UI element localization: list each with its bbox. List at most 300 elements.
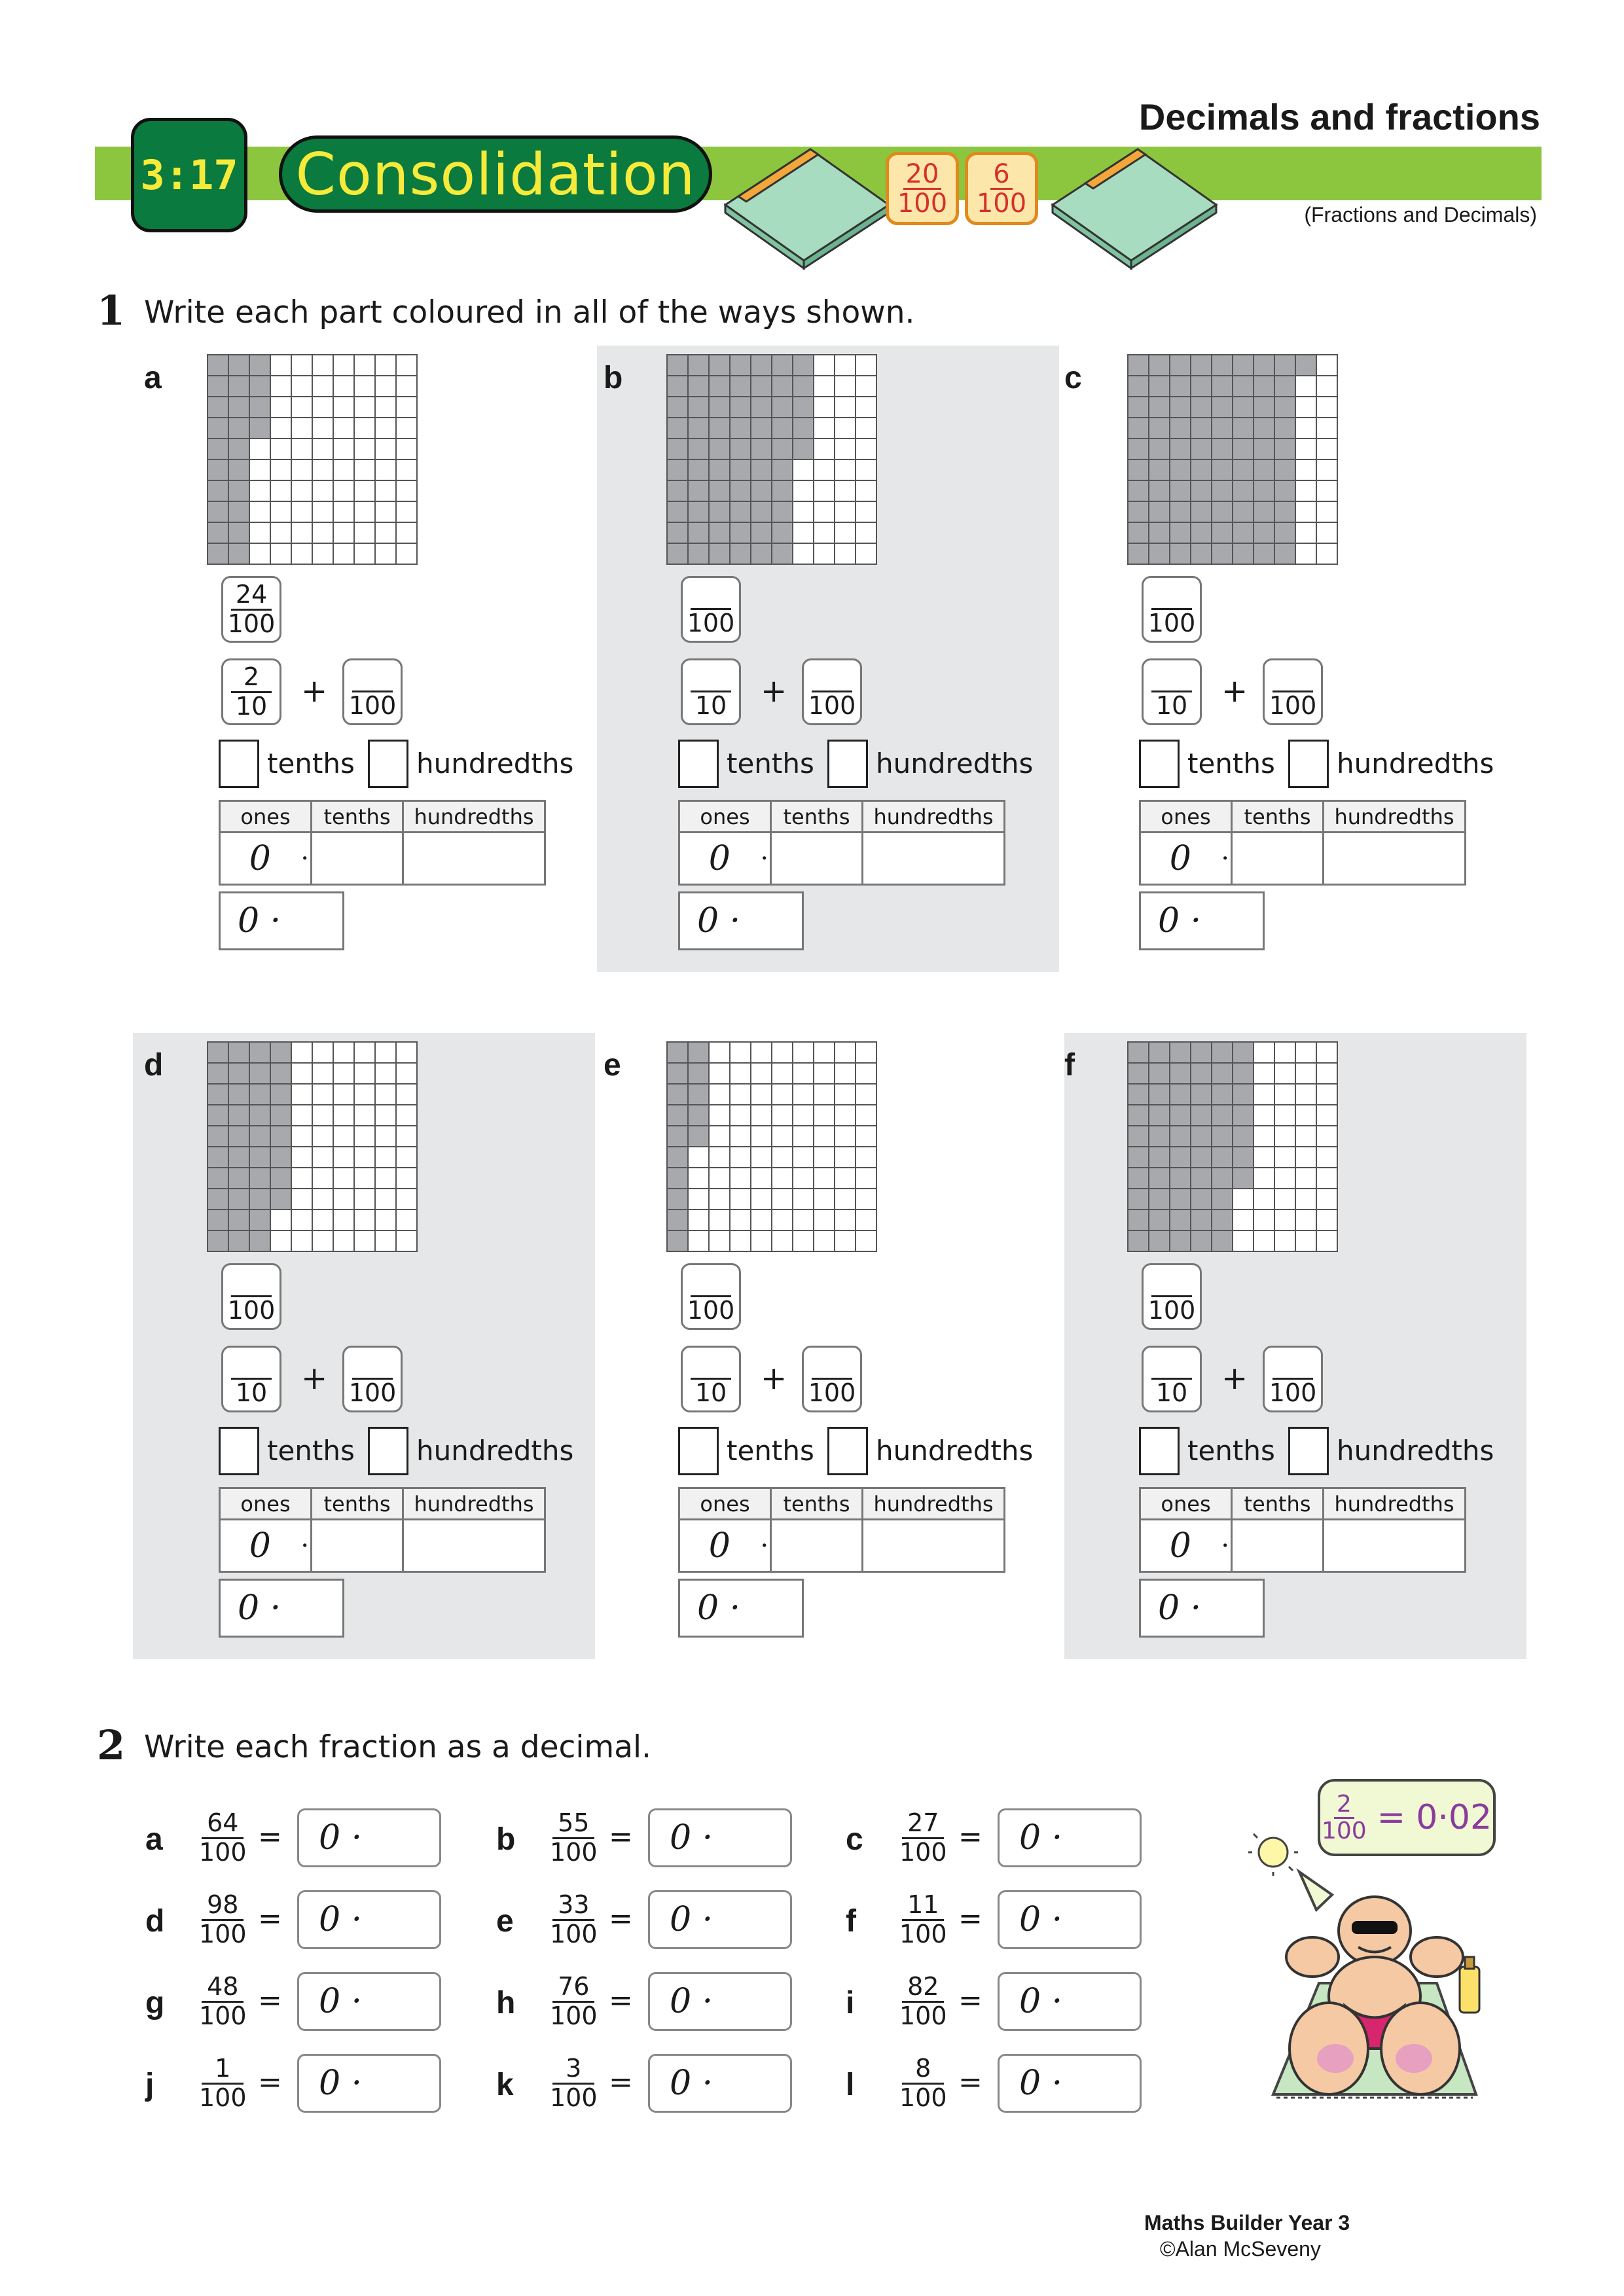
grid-cell: [375, 376, 396, 397]
grid-cell-shaded: [793, 397, 814, 418]
grid-cell: [814, 1210, 835, 1230]
tenths-answer-box[interactable]: [219, 740, 259, 788]
grid-cell: [291, 459, 312, 480]
fraction-numerator: [1151, 1351, 1192, 1380]
grid-cell-shaded: [1212, 355, 1233, 376]
grid-cell: [835, 1210, 856, 1230]
grid-cell-shaded: [1191, 480, 1212, 501]
grid-cell-shaded: [208, 501, 228, 522]
fraction-numerator: 2: [231, 664, 272, 693]
grid-cell-shaded: [1170, 1126, 1191, 1147]
tenths-label: tenths: [727, 747, 814, 780]
plus-sign: +: [301, 673, 328, 709]
grid-cell: [249, 439, 270, 459]
item-letter: h: [496, 1986, 516, 2020]
topic-subtitle: (Fractions and Decimals): [1304, 203, 1537, 226]
fraction-denominator: 10: [235, 691, 268, 721]
fraction-numerator: 3: [552, 2055, 594, 2085]
grid-cell-shaded: [709, 355, 730, 376]
grid-cell-shaded: [709, 376, 730, 397]
grid-cell-shaded: [208, 1126, 228, 1147]
fraction-hundredths-input[interactable]: [1263, 658, 1323, 725]
grid-cell-shaded: [249, 397, 270, 418]
grid-cell: [856, 1210, 876, 1230]
grid-cell: [291, 1042, 312, 1063]
grid-cell-shaded: [1212, 1105, 1233, 1126]
fraction-denominator: 100: [199, 2083, 247, 2112]
hundredths-answer-box[interactable]: [827, 1427, 868, 1475]
fraction-denominator: 100: [199, 1837, 247, 1867]
grid-cell: [814, 1126, 835, 1147]
fraction-hundredths-input[interactable]: [342, 658, 403, 725]
grid-cell-shaded: [1149, 439, 1170, 459]
fraction-numerator: [1151, 664, 1192, 692]
tenths-cell[interactable]: [1232, 833, 1324, 885]
fraction-tenths-input[interactable]: [221, 1346, 281, 1412]
decimal-answer-box[interactable]: 0 ·: [219, 1579, 344, 1638]
col-tenths: tenths: [1232, 801, 1324, 833]
grid-cell: [291, 1189, 312, 1210]
col-tenths: tenths: [771, 1488, 863, 1520]
grid-cell-shaded: [688, 418, 709, 439]
fraction-denominator: 100: [899, 2001, 947, 2030]
ones-cell: 0: [220, 1520, 300, 1572]
grid-cell-shaded: [1170, 1042, 1191, 1063]
hundredths-label: hundredths: [876, 1435, 1034, 1467]
grid-cell-shaded: [751, 501, 772, 522]
grid-cell-shaded: [1212, 1126, 1233, 1147]
tenths-answer-box[interactable]: [678, 740, 719, 788]
grid-cell: [835, 1230, 856, 1251]
fraction-hundredths-input[interactable]: [342, 1346, 403, 1412]
grid-cell-shaded: [249, 1168, 270, 1189]
decimal-answer-box[interactable]: 0 ·: [648, 1972, 792, 2031]
grid-cell-shaded: [709, 418, 730, 439]
grid-cell: [291, 418, 312, 439]
grid-cell: [1316, 459, 1337, 480]
grid-cell-shaded: [688, 480, 709, 501]
grid-cell: [333, 418, 354, 439]
grid-cell: [856, 459, 876, 480]
hundredths-cell[interactable]: [863, 833, 1005, 885]
grid-cell-shaded: [772, 439, 793, 459]
fraction-chip: $\frac{6}{100}$: [965, 152, 1038, 225]
grid-cell: [793, 1084, 814, 1105]
grid-cell: [856, 1105, 876, 1126]
fraction-numerator: 48: [202, 1973, 244, 2003]
equals-sign: =: [258, 1984, 282, 2017]
grid-cell-shaded: [249, 376, 270, 397]
fraction-denominator: 100: [348, 691, 397, 721]
hundredths-label: hundredths: [1337, 747, 1494, 780]
tenths-cell[interactable]: [1232, 1520, 1324, 1572]
grid-cell-shaded: [1149, 501, 1170, 522]
grid-cell: [333, 1210, 354, 1230]
grid-cell-shaded: [1149, 1042, 1170, 1063]
tenths-answer-box[interactable]: [1139, 1427, 1180, 1475]
col-hundredths: hundredths: [1324, 801, 1466, 833]
fraction-hundredths-input[interactable]: [221, 1263, 281, 1330]
grid-cell-shaded: [751, 543, 772, 564]
grid-cell: [1295, 459, 1316, 480]
grid-cell: [354, 459, 375, 480]
grid-cell-shaded: [709, 459, 730, 480]
grid-cell-shaded: [208, 1063, 228, 1084]
decimal-answer-box[interactable]: 0 ·: [648, 2054, 792, 2113]
grid-cell-shaded: [1212, 543, 1233, 564]
grid-cell: [312, 418, 333, 439]
grid-cell-shaded: [1149, 1168, 1170, 1189]
grid-cell-shaded: [1212, 376, 1233, 397]
col-hundredths: hundredths: [863, 801, 1005, 833]
grid-cell: [814, 543, 835, 564]
grid-cell-shaded: [228, 1210, 249, 1230]
decimal-answer-box[interactable]: 0 ·: [297, 1808, 441, 1867]
grid-cell: [375, 522, 396, 543]
grid-cell: [249, 501, 270, 522]
decimal-answer-box[interactable]: 0 ·: [998, 2054, 1142, 2113]
fraction-denominator: 100: [550, 1837, 598, 1867]
grid-cell: [375, 1210, 396, 1230]
decimal-answer-box[interactable]: 0 ·: [297, 2054, 441, 2113]
grid-cell-shaded: [1191, 459, 1212, 480]
grid-cell-shaded: [270, 1042, 291, 1063]
grid-cell: [835, 1168, 856, 1189]
grid-cell-shaded: [1128, 1126, 1149, 1147]
grid-cell: [270, 397, 291, 418]
grid-cell: [709, 1105, 730, 1126]
fraction-hundredths-input[interactable]: [802, 658, 862, 725]
col-ones: ones: [220, 1488, 312, 1520]
grid-cell-shaded: [730, 543, 751, 564]
grid-cell-shaded: [730, 522, 751, 543]
grid-cell-shaded: [1128, 1210, 1149, 1230]
grid-cell: [312, 459, 333, 480]
grid-cell: [835, 543, 856, 564]
grid-cell: [1316, 376, 1337, 397]
grid-cell-shaded: [667, 480, 688, 501]
decimal-answer-box[interactable]: 0 ·: [678, 891, 804, 950]
grid-cell: [793, 1126, 814, 1147]
grid-cell-shaded: [1233, 1168, 1254, 1189]
grid-cell-shaded: [772, 397, 793, 418]
grid-cell: [1254, 1126, 1274, 1147]
fraction-numerator: [812, 664, 852, 692]
grid-cell: [1274, 1105, 1295, 1126]
grid-cell: [856, 1042, 876, 1063]
grid-cell-shaded: [1128, 1042, 1149, 1063]
grid-cell: [751, 1210, 772, 1230]
grid-cell: [730, 1168, 751, 1189]
grid-cell-shaded: [1254, 459, 1274, 480]
item-letter: g: [145, 1986, 165, 2020]
tenths-answer-box[interactable]: [1139, 740, 1180, 788]
grid-cell-shaded: [1212, 1168, 1233, 1189]
grid-cell-shaded: [208, 522, 228, 543]
grid-cell-shaded: [1191, 501, 1212, 522]
hundredths-answer-box[interactable]: [1288, 1427, 1329, 1475]
grid-cell: [1316, 397, 1337, 418]
grid-cell: [835, 1063, 856, 1084]
grid-cell-shaded: [1128, 1189, 1149, 1210]
grid-cell: [1316, 1126, 1337, 1147]
hundredths-answer-box[interactable]: [827, 740, 868, 788]
tenths-cell[interactable]: [312, 1520, 403, 1572]
fraction-hundredths-input[interactable]: [221, 576, 281, 643]
grid-cell-shaded: [228, 1063, 249, 1084]
grid-cell: [856, 1230, 876, 1251]
topic-title: Decimals and fractions: [1138, 96, 1540, 137]
grid-cell: [375, 543, 396, 564]
decimal-answer-box[interactable]: 0 ·: [1139, 1579, 1265, 1638]
grid-cell-shaded: [1274, 439, 1295, 459]
grid-cell: [270, 480, 291, 501]
fraction-hundredths-input[interactable]: [802, 1346, 862, 1412]
grid-cell: [814, 1168, 835, 1189]
decimal-answer-box[interactable]: 0 ·: [1139, 891, 1265, 950]
grid-cell-shaded: [208, 439, 228, 459]
grid-cell: [709, 1063, 730, 1084]
grid-cell: [249, 522, 270, 543]
grid-cell-shaded: [1233, 397, 1254, 418]
decimal-answer-box[interactable]: 0 ·: [998, 1972, 1142, 2031]
fraction-hundredths-input[interactable]: [1142, 1263, 1202, 1330]
grid-cell: [751, 1042, 772, 1063]
grid-cell-shaded: [249, 1105, 270, 1126]
grid-cell-shaded: [667, 1230, 688, 1251]
col-hundredths: hundredths: [1324, 1488, 1466, 1520]
grid-cell: [396, 1147, 417, 1168]
fraction-denominator: 100: [550, 1919, 598, 1948]
grid-cell-shaded: [1233, 459, 1254, 480]
fraction-denominator: 100: [687, 1296, 735, 1325]
decimal-answer-box[interactable]: 0 ·: [297, 1890, 441, 1949]
grid-cell: [1316, 439, 1337, 459]
fraction-hundredths-input[interactable]: [681, 576, 741, 643]
hundredths-cell[interactable]: [863, 1520, 1005, 1572]
grid-cell: [793, 459, 814, 480]
grid-cell-shaded: [751, 355, 772, 376]
grid-cell: [1274, 1063, 1295, 1084]
grid-cell: [751, 1147, 772, 1168]
fraction-denominator: 100: [227, 1296, 276, 1325]
grid-cell-shaded: [208, 480, 228, 501]
grid-cell: [396, 1105, 417, 1126]
fraction-numerator: [1151, 581, 1192, 610]
grid-cell-shaded: [228, 376, 249, 397]
grid-cell-shaded: [772, 522, 793, 543]
grid-cell-shaded: [688, 397, 709, 418]
grid-cell: [1233, 1189, 1254, 1210]
grid-cell-shaded: [228, 1147, 249, 1168]
grid-cell: [291, 376, 312, 397]
grid-cell-shaded: [1274, 501, 1295, 522]
grid-cell-shaded: [1149, 1210, 1170, 1230]
grid-cell-shaded: [228, 543, 249, 564]
grid-cell-shaded: [1212, 522, 1233, 543]
grid-cell-shaded: [1149, 522, 1170, 543]
grid-cell: [835, 1042, 856, 1063]
grid-cell: [688, 1189, 709, 1210]
fraction-tenths-input[interactable]: [1142, 1346, 1202, 1412]
grid-cell: [751, 1063, 772, 1084]
grid-cell-shaded: [1233, 1147, 1254, 1168]
item-letter: e: [496, 1904, 514, 1939]
fraction-tenths-input[interactable]: [221, 658, 281, 725]
grid-cell: [856, 501, 876, 522]
grid-cell-shaded: [667, 501, 688, 522]
grid-cell-shaded: [1191, 397, 1212, 418]
hundredths-cell[interactable]: [403, 1520, 545, 1572]
grid-cell-shaded: [1149, 418, 1170, 439]
grid-cell: [354, 1230, 375, 1251]
fraction-denominator: 100: [227, 609, 276, 638]
fraction-denominator: 100: [1147, 1296, 1196, 1325]
grid-cell: [835, 376, 856, 397]
hundredths-cell[interactable]: [1324, 833, 1466, 885]
grid-cell: [312, 439, 333, 459]
decimal-answer-box[interactable]: 0 ·: [297, 1972, 441, 2031]
grid-cell-shaded: [249, 1084, 270, 1105]
fraction-tenths-input[interactable]: [1142, 658, 1202, 725]
grid-cell-shaded: [667, 1210, 688, 1230]
hundredths-cell[interactable]: [403, 833, 545, 885]
sunbather-cartoon-icon: [1247, 1833, 1496, 2108]
tenths-cell[interactable]: [312, 833, 403, 885]
decimal-answer-box[interactable]: 0 ·: [998, 1808, 1142, 1867]
grid-cell-shaded: [1149, 1063, 1170, 1084]
grid-cell-shaded: [1149, 543, 1170, 564]
grid-cell: [751, 1230, 772, 1251]
grid-cell-shaded: [730, 459, 751, 480]
grid-cell: [772, 1147, 793, 1168]
fraction-hundredths-input[interactable]: [681, 1263, 741, 1330]
grid-cell: [270, 1210, 291, 1230]
hundredths-answer-box[interactable]: [368, 740, 408, 788]
grid-cell-shaded: [1170, 1084, 1191, 1105]
fraction-numerator: 24: [231, 581, 272, 611]
part-letter: a: [144, 361, 162, 395]
grid-cell-shaded: [1149, 397, 1170, 418]
grid-cell: [1295, 376, 1316, 397]
fraction-tenths-input[interactable]: [681, 1346, 741, 1412]
grid-cell: [333, 355, 354, 376]
grid-cell-shaded: [1233, 480, 1254, 501]
decimal-answer-box[interactable]: 0 ·: [998, 1890, 1142, 1949]
grid-cell: [396, 459, 417, 480]
grid-cell: [1254, 1147, 1274, 1168]
hundredths-label: hundredths: [416, 1435, 574, 1467]
grid-cell: [333, 1042, 354, 1063]
ones-cell: 0: [220, 833, 300, 885]
hundredths-answer-box[interactable]: [368, 1427, 408, 1475]
fraction-hundredths-input[interactable]: [1142, 576, 1202, 643]
grid-cell: [856, 1126, 876, 1147]
fraction-denominator: 100: [899, 1919, 947, 1948]
tenths-label: tenths: [267, 1435, 355, 1467]
grid-cell-shaded: [1191, 1230, 1212, 1251]
grid-cell: [856, 376, 876, 397]
decimal-answer-box[interactable]: 0 ·: [219, 891, 344, 950]
grid-cell: [856, 543, 876, 564]
grid-cell-shaded: [1254, 480, 1274, 501]
grid-cell: [354, 1084, 375, 1105]
grid-cell: [730, 1126, 751, 1147]
grid-cell-shaded: [249, 1210, 270, 1230]
grid-cell-shaded: [228, 1105, 249, 1126]
part-letter: f: [1064, 1048, 1075, 1083]
grid-cell-shaded: [1274, 376, 1295, 397]
grid-cell-shaded: [1170, 376, 1191, 397]
fraction-tenths-input[interactable]: [681, 658, 741, 725]
item-fraction: [899, 1810, 947, 1867]
tenths-cell[interactable]: [771, 1520, 863, 1572]
grid-cell-shaded: [1170, 543, 1191, 564]
grid-cell: [291, 1105, 312, 1126]
fraction-numerator: 33: [552, 1892, 594, 1921]
grid-cell-shaded: [1254, 397, 1274, 418]
grid-cell: [856, 1168, 876, 1189]
grid-cell: [333, 480, 354, 501]
grid-cell-shaded: [688, 501, 709, 522]
question-instruction: Write each fraction as a decimal.: [144, 1729, 651, 1765]
hundredths-answer-box[interactable]: [1288, 740, 1329, 788]
grid-cell-shaded: [228, 1084, 249, 1105]
grid-cell: [375, 1168, 396, 1189]
grid-cell: [772, 1189, 793, 1210]
tenths-answer-box[interactable]: [678, 1427, 719, 1475]
grid-cell: [354, 1105, 375, 1126]
grid-cell: [375, 1126, 396, 1147]
decimal-answer-box[interactable]: 0 ·: [648, 1890, 792, 1949]
grid-cell: [751, 1084, 772, 1105]
grid-cell: [291, 1168, 312, 1189]
item-fraction: [199, 2055, 247, 2112]
grid-cell-shaded: [1274, 543, 1295, 564]
grid-cell-shaded: [1191, 1105, 1212, 1126]
grid-cell-shaded: [667, 543, 688, 564]
grid-cell-shaded: [751, 418, 772, 439]
grid-cell-shaded: [1149, 1126, 1170, 1147]
grid-cell-shaded: [249, 1126, 270, 1147]
grid-cell: [814, 1230, 835, 1251]
grid-cell-shaded: [667, 355, 688, 376]
grid-cell: [814, 522, 835, 543]
grid-cell-shaded: [667, 1126, 688, 1147]
hundreds-grid: [206, 353, 418, 565]
grid-cell: [333, 1230, 354, 1251]
decimal-answer-box[interactable]: 0 ·: [678, 1579, 804, 1638]
item-letter: d: [145, 1904, 165, 1939]
grid-cell: [375, 1230, 396, 1251]
fraction-hundredths-input[interactable]: [1263, 1346, 1323, 1412]
grid-cell-shaded: [730, 439, 751, 459]
tenths-cell[interactable]: [771, 833, 863, 885]
grid-cell: [354, 501, 375, 522]
grid-cell: [856, 439, 876, 459]
grid-cell: [1295, 1168, 1316, 1189]
hundredths-cell[interactable]: [1324, 1520, 1466, 1572]
part-letter: e: [604, 1048, 621, 1083]
grid-cell: [793, 522, 814, 543]
place-value-table: [678, 1487, 1005, 1573]
grid-cell: [730, 1063, 751, 1084]
grid-cell: [333, 459, 354, 480]
grid-cell: [1316, 1063, 1337, 1084]
equals-sign: =: [958, 1984, 983, 2017]
decimal-answer-box[interactable]: 0 ·: [648, 1808, 792, 1867]
tenths-answer-box[interactable]: [219, 1427, 259, 1475]
